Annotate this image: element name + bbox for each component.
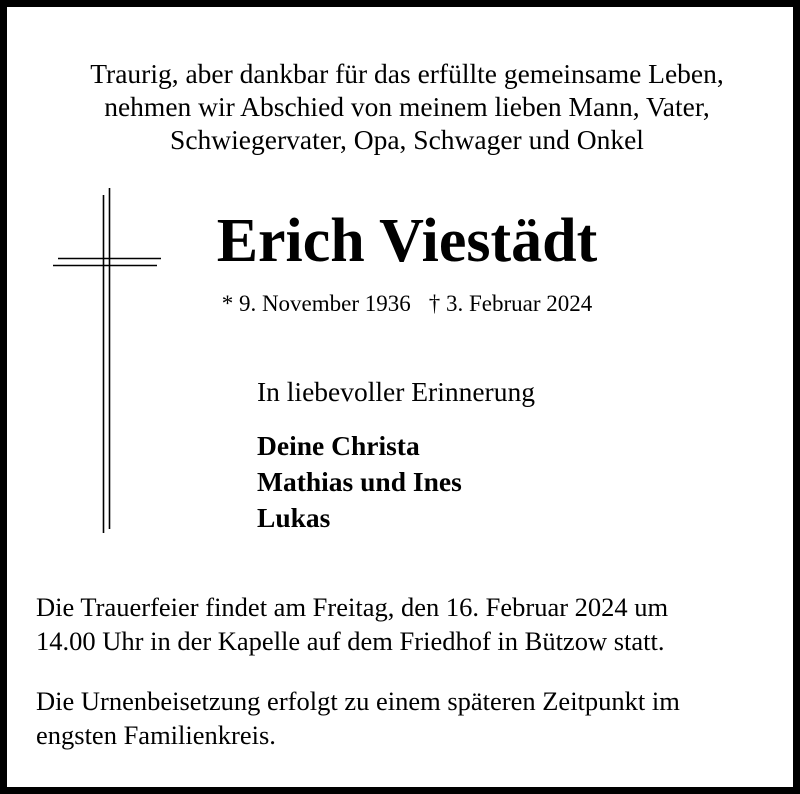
memory-line: In liebevoller Erinnerung (257, 376, 535, 407)
deceased-name: Erich Viestädt (216, 207, 598, 275)
intro-line: Traurig, aber dankbar für das erfüllte gemeinsame Leben, (90, 58, 724, 89)
burial-line: Die Urnenbeisetzung erfolgt zu einem späteren Zeitpunkt im (36, 686, 680, 716)
funeral-line: Die Trauerfeier findet am Freitag, den 16. Februar 2024 um (36, 592, 669, 622)
mourner-name: Mathias und Ines (257, 466, 462, 497)
life-dates (127, 290, 687, 318)
mourners-list (257, 428, 462, 536)
mourner-name: Deine Christa (257, 430, 420, 461)
birth-date: * 9. November 1936 (221, 291, 411, 316)
funeral-info (36, 590, 786, 658)
mourner-name: Lukas (257, 502, 331, 533)
funeral-line: 14.00 Uhr in der Kapelle auf dem Friedhof in Bützow statt. (36, 626, 665, 656)
intro-line: Schwiegervater, Opa, Schwager und Onkel (170, 124, 644, 155)
death-date: † 3. Februar 2024 (428, 291, 593, 316)
intro-line: nehmen wir Abschied von meinem lieben Mann, Vater, (104, 91, 710, 122)
burial-line: engsten Familienkreis. (36, 720, 276, 750)
burial-info (36, 684, 786, 752)
